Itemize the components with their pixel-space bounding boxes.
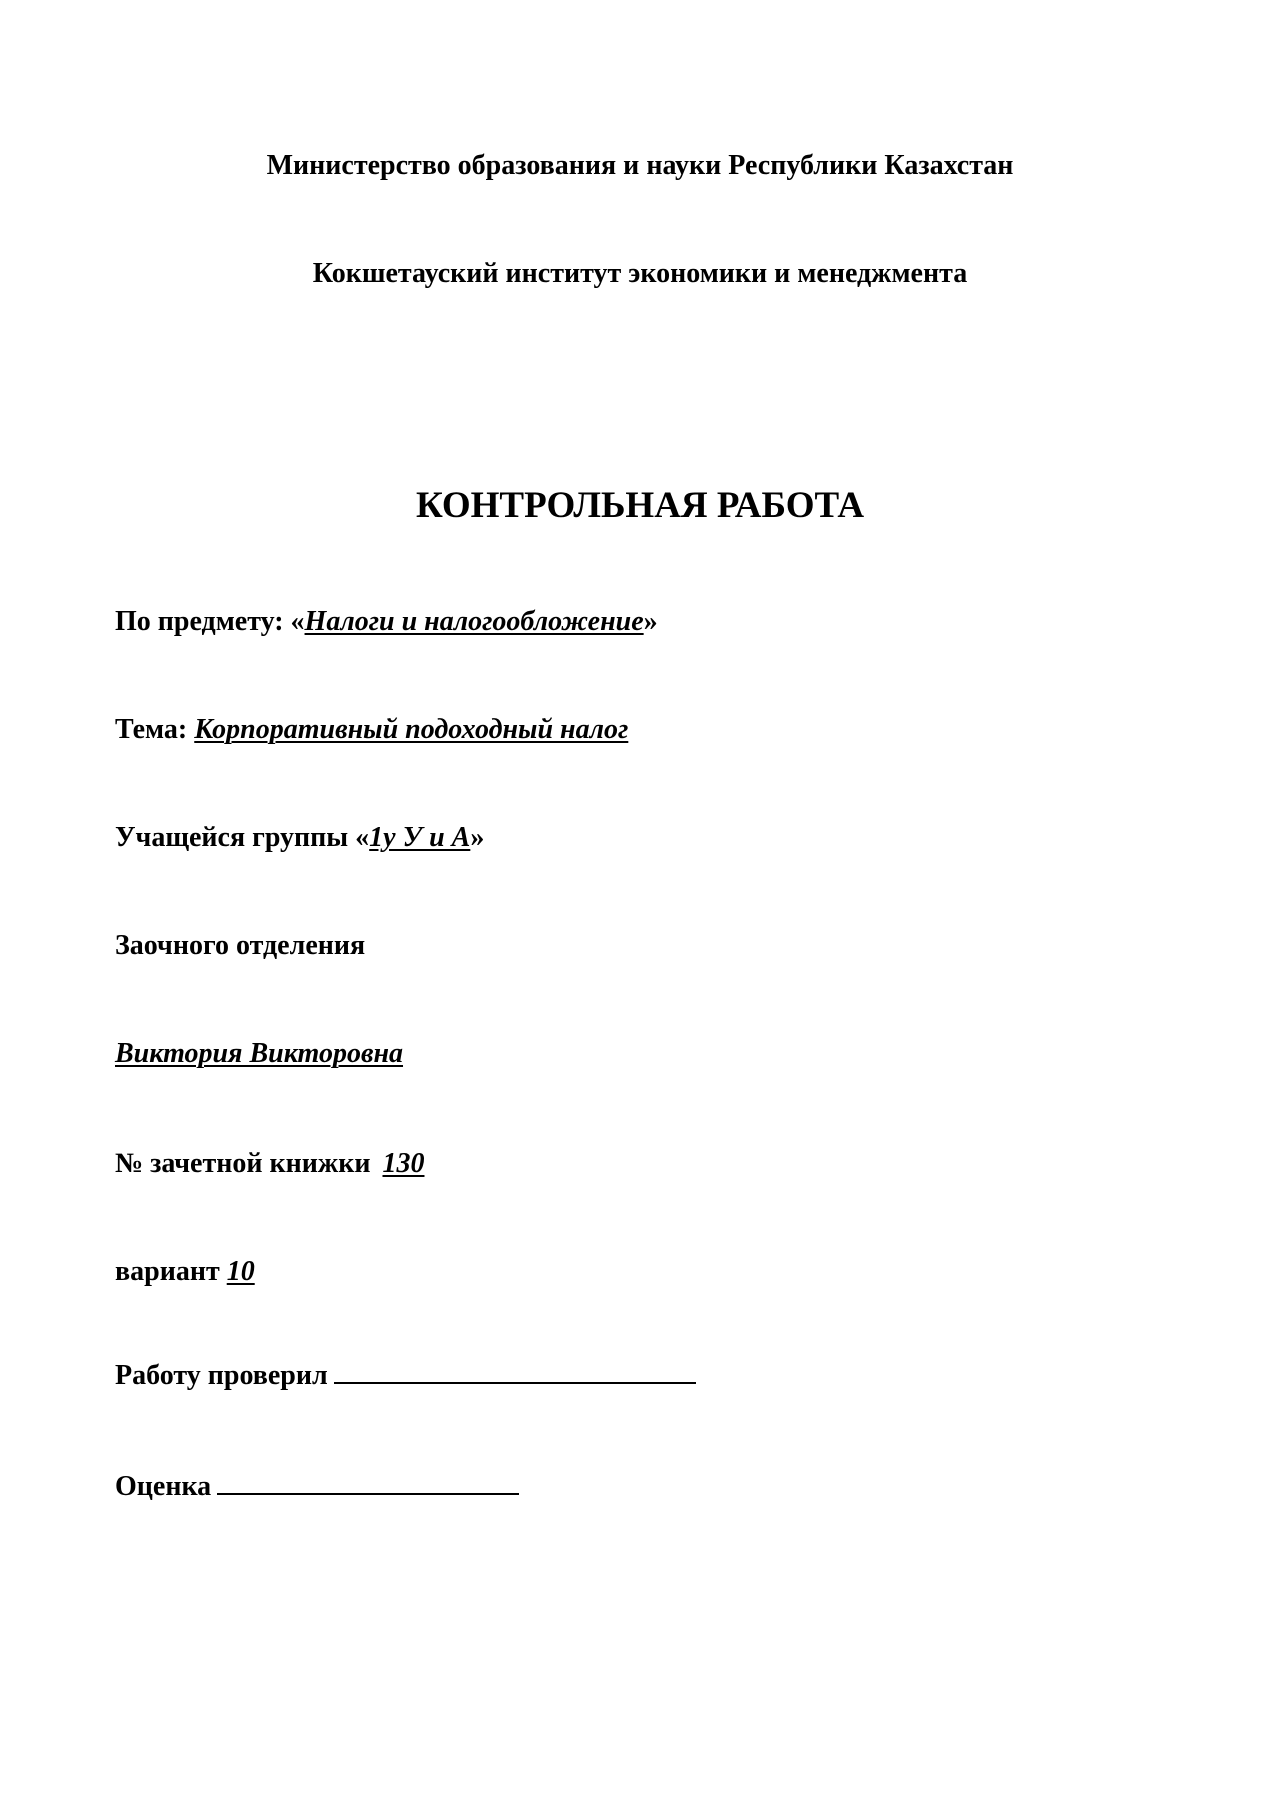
student-name-value: Виктория Викторовна [115, 1038, 404, 1069]
variant-field [115, 1256, 255, 1288]
record-book-label: № зачетной книжки [115, 1148, 371, 1179]
subject-label: По предмету: « [115, 606, 305, 637]
grade-blank-line[interactable] [217, 1465, 519, 1495]
topic-field [115, 714, 628, 746]
variant-value: 10 [226, 1256, 255, 1287]
checked-by-field [115, 1354, 696, 1392]
grade-field [115, 1465, 519, 1503]
subject-suffix: » [643, 606, 658, 637]
group-label: Учащейся группы « [115, 822, 370, 853]
variant-label: вариант [115, 1256, 227, 1287]
group-field [115, 822, 484, 854]
topic-value: Корпоративный подоходный налог [194, 714, 629, 745]
grade-label: Оценка [115, 1471, 212, 1502]
record-book-field [115, 1148, 424, 1180]
ministry-heading: Министерство образования и науки Республики Казахстан [266, 150, 1014, 181]
group-suffix: » [470, 822, 485, 853]
department-label: Заочного отделения [115, 930, 366, 961]
department-field [115, 930, 365, 962]
student-name-field [115, 1038, 403, 1070]
record-book-value: 130 [382, 1148, 425, 1179]
subject-value: Налоги и налогообложение [304, 606, 644, 637]
institute-heading: Кокшетауский институт экономики и менеджмента [312, 258, 968, 289]
subject-field [115, 606, 658, 638]
checked-by-label: Работу проверил [115, 1360, 328, 1391]
group-value: 1у У и А [369, 822, 471, 853]
topic-label: Тема: [115, 714, 195, 745]
document-title: КОНТРОЛЬНАЯ РАБОТА [415, 485, 865, 526]
checked-by-blank-line[interactable] [334, 1354, 696, 1384]
